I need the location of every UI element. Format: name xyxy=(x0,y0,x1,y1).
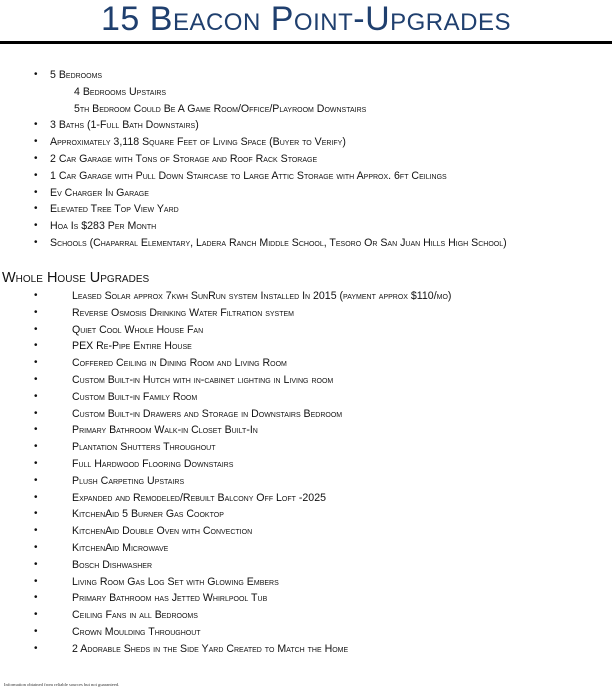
list-item xyxy=(34,117,610,134)
list-item xyxy=(34,84,610,101)
list-item-text: 1 Car Garage with Pull Down Staircase to Large Attic Storage with Approx. 6ft Ceilings xyxy=(50,169,447,182)
list-item-text: Coffered Ceiling in Dining Room and Living Room xyxy=(72,357,287,370)
list-item xyxy=(34,67,610,84)
list-item-text: PEX Re-Pipe Entire House xyxy=(72,340,192,353)
list-item-text: 4 Bedrooms Upstairs xyxy=(74,85,167,98)
list-item xyxy=(34,590,610,607)
list-item-text: Full Hardwood Flooring Downstairs xyxy=(72,457,234,470)
list-item-text: Reverse Osmosis Drinking Water Filtration system xyxy=(72,306,294,319)
list-item-text: Crown Moulding Throughout xyxy=(72,625,201,638)
list-item xyxy=(34,134,610,151)
list-item xyxy=(34,456,610,473)
list-item xyxy=(34,422,610,439)
section-heading-upgrades: Whole House Upgrades xyxy=(2,270,150,286)
list-item-text: 2 Car Garage with Tons of Storage and Roof Rack Storage xyxy=(50,152,318,165)
list-item xyxy=(34,641,610,658)
list-item xyxy=(34,288,610,305)
list-item-text: Elevated Tree Top View Yard xyxy=(50,203,179,216)
page-title: 15 Beacon Point-Upgrades xyxy=(101,0,511,38)
list-item xyxy=(34,201,610,218)
list-item-text: Primary Bathroom has Jetted Whirlpool Tub xyxy=(72,592,268,605)
list-item xyxy=(34,624,610,641)
list-item xyxy=(34,185,610,202)
list-item xyxy=(34,101,610,118)
list-item-text: KitchenAid Double Oven with Convection xyxy=(72,525,253,538)
list-item-text: Schools (Chaparral Elementary, Ladera Ranch Middle School, Tesoro Or San Juan Hills High School) xyxy=(50,236,507,249)
list-item xyxy=(34,439,610,456)
list-item-text: Primary Bathroom Walk-in Closet Built-In xyxy=(72,424,258,437)
list-item xyxy=(34,607,610,624)
list-item xyxy=(34,473,610,490)
list-item-text: Living Room Gas Log Set with Glowing Embers xyxy=(72,575,279,588)
list-item xyxy=(34,151,610,168)
list-item xyxy=(34,557,610,574)
list-item xyxy=(34,168,610,185)
list-item xyxy=(34,540,610,557)
list-item xyxy=(34,338,610,355)
list-item-text: KitchenAid 5 Burner Gas Cooktop xyxy=(72,508,224,521)
list-item-text: Ev Charger In Garage xyxy=(50,186,149,199)
list-item xyxy=(34,506,610,523)
list-item xyxy=(34,322,610,339)
list-item xyxy=(34,355,610,372)
list-item-text: Ceiling Fans in all Bedrooms xyxy=(72,609,198,622)
list-item xyxy=(34,218,610,235)
list-item xyxy=(34,523,610,540)
list-item-text: Plush Carpeting Upstairs xyxy=(72,474,185,487)
list-item-text: Quiet Cool Whole House Fan xyxy=(72,323,204,336)
list-item xyxy=(34,490,610,507)
list-item xyxy=(34,574,610,591)
list-item xyxy=(34,235,610,252)
list-item-text: Custom Built-in Drawers and Storage in Downstairs Bedroom xyxy=(72,407,343,420)
list-item xyxy=(34,389,610,406)
list-item-text: Bosch Dishwasher xyxy=(72,558,153,571)
list-item-text: 3 Baths (1-Full Bath Downstairs) xyxy=(50,119,199,132)
list-item-text: Expanded and Remodeled/Rebuilt Balcony Off Loft -2025 xyxy=(72,491,326,504)
list-item-text: Approximately 3,118 Square Feet of Living Space (Buyer to Verify) xyxy=(50,136,346,149)
features-list xyxy=(34,67,610,252)
list-item-text: Leased Solar approx 7kwh SunRun system Installed In 2015 (payment approx $110/mo) xyxy=(72,290,452,302)
title-divider xyxy=(0,41,612,44)
list-item xyxy=(34,372,610,389)
list-item xyxy=(34,305,610,322)
upgrades-list xyxy=(34,288,610,658)
list-item-text: 2 Adorable Sheds in the Side Yard Created to Match the Home xyxy=(72,642,349,655)
list-item-text: Custom Built-in Hutch with in-cabinet lighting in Living room xyxy=(72,373,334,386)
list-item-text: 5 Bedrooms xyxy=(50,69,103,81)
list-item-text: KitchenAid Microwave xyxy=(72,541,169,554)
list-item xyxy=(34,406,610,423)
list-item-text: 5th Bedroom Could Be A Game Room/Office/Playroom Downstairs xyxy=(74,102,367,115)
list-item-text: Custom Built-in Family Room xyxy=(72,390,198,403)
list-item-text: Hoa Is $283 Per Month xyxy=(50,220,157,233)
list-item-text: Plantation Shutters Throughout xyxy=(72,441,216,454)
disclaimer-text: Information obtained from reliable sources but not guaranteed. xyxy=(4,682,120,687)
